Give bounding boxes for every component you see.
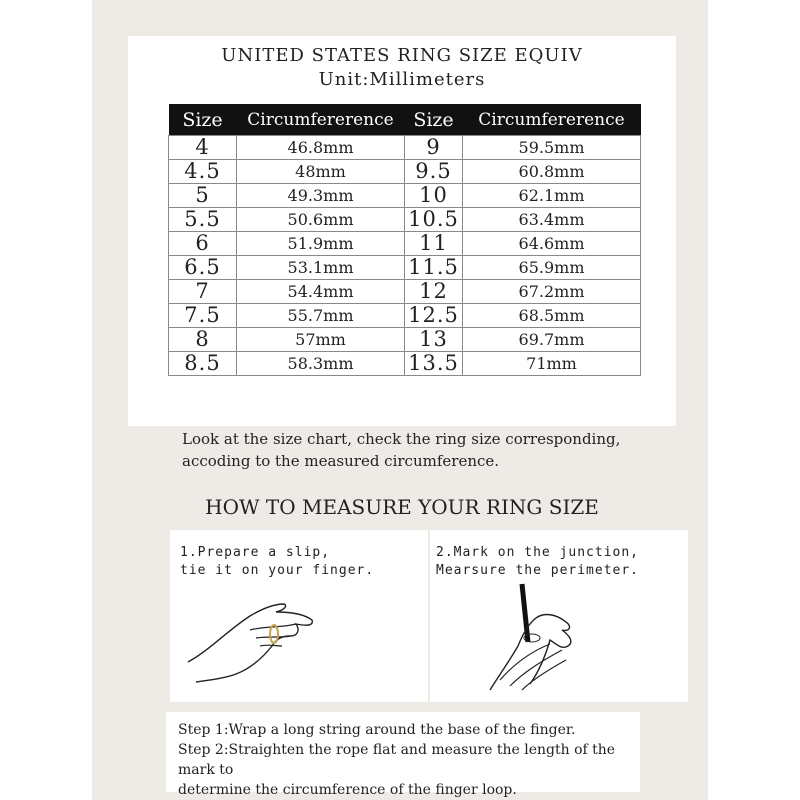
circumference-cell: 65.9mm [463, 256, 641, 280]
hand-measuring-pen-icon [470, 580, 620, 695]
instruction-line: Step 1:Wrap a long string around the base of the finger. [178, 722, 576, 738]
circumference-cell: 68.5mm [463, 304, 641, 328]
chart-subtitle: Unit:Millimeters [318, 69, 486, 90]
table-row [169, 352, 641, 376]
size-cell: 12 [405, 280, 463, 304]
table-row [169, 328, 641, 352]
circumference-cell: 62.1mm [463, 184, 641, 208]
size-cell: 10 [405, 184, 463, 208]
circumference-cell: 48mm [237, 160, 405, 184]
circumference-cell: 46.8mm [237, 136, 405, 160]
size-cell: 6.5 [169, 256, 237, 280]
instruction-line: Step 2:Straighten the rope flat and measure the length of the mark to [178, 742, 616, 778]
circumference-cell: 63.4mm [463, 208, 641, 232]
size-cell: 5 [169, 184, 237, 208]
circumference-cell: 50.6mm [237, 208, 405, 232]
step2-caption [436, 544, 639, 580]
table-row [169, 280, 641, 304]
caption-line: 2.Mark on the junction, [436, 545, 640, 560]
size-cell: 7 [169, 280, 237, 304]
table-row [169, 304, 641, 328]
circumference-cell: 67.2mm [463, 280, 641, 304]
size-cell: 11.5 [405, 256, 463, 280]
how-to-measure-title: HOW TO MEASURE YOUR RING SIZE [205, 495, 599, 519]
circumference-cell: 64.6mm [463, 232, 641, 256]
size-cell: 10.5 [405, 208, 463, 232]
size-cell: 4 [169, 136, 237, 160]
circumference-cell: 71mm [463, 352, 641, 376]
hand-with-ring-icon [180, 590, 330, 690]
circumference-cell: 60.8mm [463, 160, 641, 184]
note-line: accoding to the measured circumference. [182, 452, 500, 470]
caption-line: 1.Prepare a slip, [180, 545, 331, 560]
size-cell: 9.5 [405, 160, 463, 184]
circumference-cell: 57mm [237, 328, 405, 352]
circumference-cell: 58.3mm [237, 352, 405, 376]
circumference-cell: 54.4mm [237, 280, 405, 304]
size-cell: 5.5 [169, 208, 237, 232]
size-cell: 9 [405, 136, 463, 160]
table-header-row [169, 104, 641, 136]
circumference-cell: 55.7mm [237, 304, 405, 328]
column-header: Size [405, 104, 463, 136]
size-cell: 13.5 [405, 352, 463, 376]
instruction-line: determine the circumference of the finger loop. [178, 782, 517, 798]
table-row [169, 160, 641, 184]
table-row [169, 256, 641, 280]
circumference-cell: 53.1mm [237, 256, 405, 280]
chart-title: UNITED STATES RING SIZE EQUIV [221, 45, 583, 66]
caption-line: tie it on your finger. [180, 563, 375, 578]
circumference-cell: 59.5mm [463, 136, 641, 160]
size-cell: 8 [169, 328, 237, 352]
measurement-instructions [178, 720, 634, 800]
column-header: Circumfererence [237, 104, 405, 136]
table-row [169, 208, 641, 232]
caption-line: Mearsure the perimeter. [436, 563, 640, 578]
size-cell: 4.5 [169, 160, 237, 184]
table-row [169, 184, 641, 208]
size-cell: 13 [405, 328, 463, 352]
note-line: Look at the size chart, check the ring size corresponding, [182, 430, 621, 448]
ring-size-table [168, 104, 641, 376]
circumference-cell: 69.7mm [463, 328, 641, 352]
table-row [169, 136, 641, 160]
circumference-cell: 51.9mm [237, 232, 405, 256]
column-header: Circumfererence [463, 104, 641, 136]
column-header: Size [169, 104, 237, 136]
size-cell: 8.5 [169, 352, 237, 376]
table-row [169, 232, 641, 256]
size-cell: 12.5 [405, 304, 463, 328]
size-cell: 7.5 [169, 304, 237, 328]
size-chart-note [182, 428, 642, 472]
circumference-cell: 49.3mm [237, 184, 405, 208]
size-cell: 11 [405, 232, 463, 256]
size-cell: 6 [169, 232, 237, 256]
step1-caption [180, 544, 374, 580]
